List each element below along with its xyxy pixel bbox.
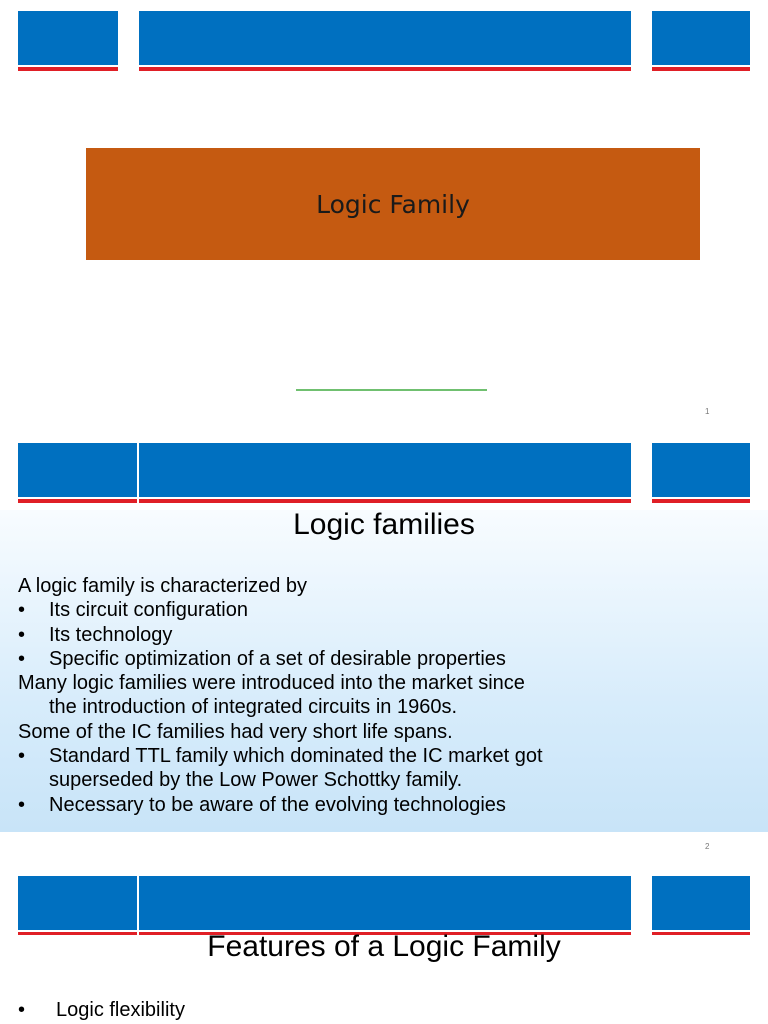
content-text xyxy=(18,998,763,1022)
content-text xyxy=(18,574,763,817)
title-box xyxy=(86,148,700,260)
header-block-right xyxy=(652,443,750,497)
header-block-center xyxy=(139,11,631,65)
bullet-item: • Its circuit configuration xyxy=(18,598,763,622)
divider-line xyxy=(296,389,487,391)
text-line: A logic family is characterized by xyxy=(18,575,308,597)
bullet-item: • Standard TTL family which dominated the IC market got xyxy=(18,744,763,768)
text-line: Many logic families were introduced into the market since xyxy=(18,672,525,695)
header-block-center xyxy=(139,876,631,930)
header-rule-right xyxy=(652,499,750,503)
bullet-item: • Necessary to be aware of the evolving technologies xyxy=(18,793,763,817)
header-block-right xyxy=(652,876,750,930)
text-line: Some of the IC families had very short life spans. xyxy=(18,720,453,743)
page-number: 2 xyxy=(705,842,710,851)
slide-heading: Logic families xyxy=(293,508,475,541)
header-block-left xyxy=(18,11,118,65)
header-rule-center xyxy=(139,67,631,71)
header-block-left xyxy=(18,443,137,497)
text-line: the introduction of integrated circuits in 1960s. xyxy=(49,696,458,719)
page-number: 1 xyxy=(705,407,710,416)
slide-heading: Features of a Logic Family xyxy=(207,930,561,963)
header-block-center xyxy=(139,443,631,497)
header-rule-right xyxy=(652,67,750,71)
header-rule-center xyxy=(139,499,631,503)
slide-1 xyxy=(0,0,768,432)
bullet-item: • Logic flexibility xyxy=(18,998,763,1022)
bullet-item: • Its technology xyxy=(18,623,763,647)
slide-title: Logic Family xyxy=(316,189,470,219)
bullet-item: • Specific optimization of a set of desirable properties xyxy=(18,647,763,671)
text-line: superseded by the Low Power Schottky family. xyxy=(49,769,463,792)
header-block-right xyxy=(652,11,750,65)
header-block-left xyxy=(18,876,137,930)
header-rule-left xyxy=(18,67,118,71)
header-rule-left xyxy=(18,499,137,503)
